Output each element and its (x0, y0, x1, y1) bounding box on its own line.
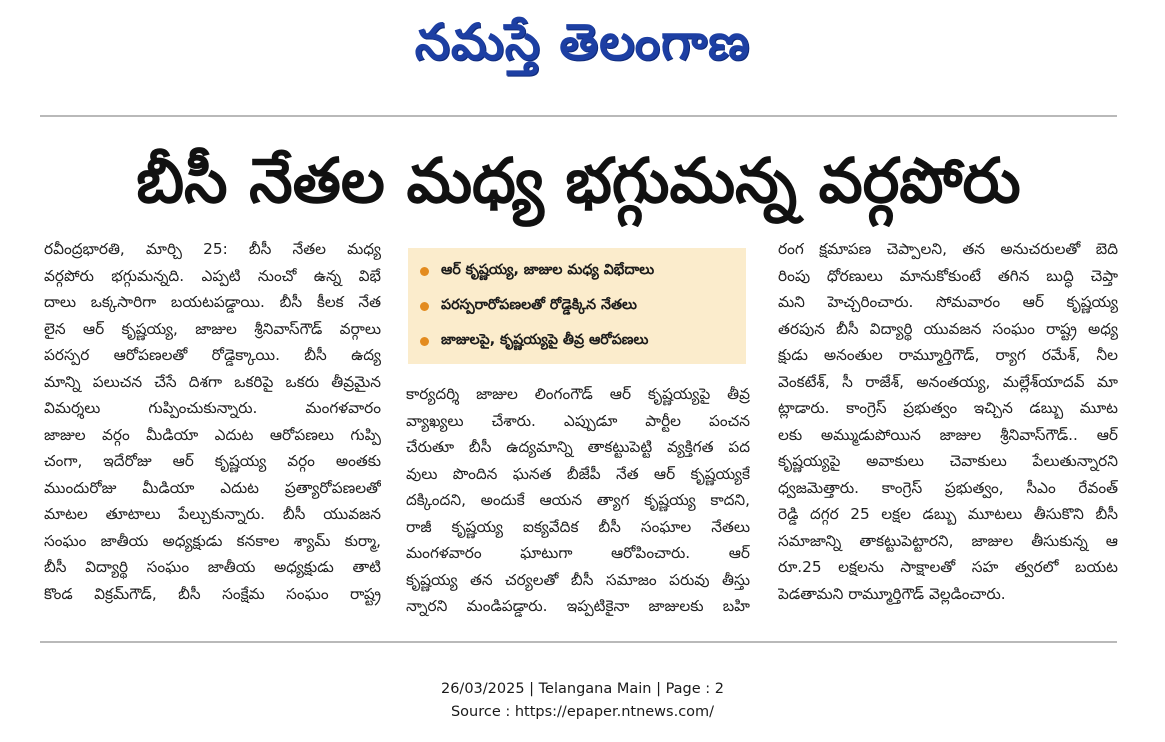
text-line: కొండ విక్రమ్‌గౌడ్, బీసీ సంక్షేమ సంఘం రాష్ట్ర (44, 584, 381, 603)
text-line: వ్యాఖ్యలు చేశారు. ఎప్పుడూ పార్టీల పంచన (406, 411, 750, 430)
text-line: రంగ క్షమాపణ చెప్పాలని, తన అనుచరులతో బెది (778, 240, 1118, 258)
text-line: రింపు ధోరణులు మానుకోకుంటే తగిన బుద్ధి చెప్తా (778, 266, 1118, 285)
article-column-1 (44, 236, 381, 607)
text-line: విమర్శలు గుప్పించుకున్నారు. మంగళవారం (44, 399, 381, 417)
bullet-icon (420, 337, 429, 346)
highlight-item (408, 254, 746, 289)
highlight-item (408, 289, 746, 324)
text-line: దాలు ఒక్కసారిగా బయటపడ్డాయి. బీసీ కీలక నేత (44, 293, 381, 311)
text-line: చేరుతూ బీసీ ఉద్యమాన్ని తాకట్టుపెట్టి వ్యక్తిగత పద (406, 438, 750, 456)
text-line: కృష్ణయ్య తన చర్యలతో బీసీ సమాజం పరువు తీస్తు (406, 570, 750, 589)
highlights-box (408, 248, 746, 364)
text-line: సంఘం జాతీయ అధ్యక్షుడు కనకాల శ్యామ్ కుర్మా, (44, 531, 381, 550)
text-line: మాటల తూటాలు పేల్చుకున్నారు. బీసీ యువజన (44, 505, 381, 523)
text-line: దక్కిందని, అందుకే ఆయన త్యాగ కృష్ణయ్య కాదని, (406, 491, 750, 509)
text-line: మాన్ని పలుచన చేసే దిశగా ఒకరిపై ఒకరు తీవ్రమైన (44, 372, 381, 391)
text-line: కృష్ణయ్యపై అవాకులు చెవాకులు పేలుతున్నారని (778, 452, 1118, 470)
text-line: వెంకటేశ్, సీ రాజేశ్, అనంతయ్య, మల్లేశ్‌యాదవ్ మా (778, 372, 1118, 391)
text-line: క్షుడు అనంతుల రామ్మూర్తిగౌడ్, ర్యాగ రమేశ్, నీల (778, 346, 1118, 364)
text-line: చంగా, ఇదేరోజు ఆర్ కృష్ణయ్య వర్గం అంతకు (44, 452, 381, 470)
text-line: వర్గపోరు భగ్గుమన్నది. ఎప్పటి నుంచో ఉన్న విభే (44, 266, 381, 285)
source-link[interactable]: Source : https://epaper.ntnews.com/ (450, 704, 715, 720)
text-line: రెడ్డి దగ్గర 25 లక్షల డబ్బు మూటలు తీసుకొని బీసీ (778, 505, 1118, 523)
top-divider (40, 115, 1117, 117)
text-line: ముందురోజు మీడియా ఎదుట ప్రత్యారోపణలతో (44, 478, 381, 497)
highlight-text: పరస్పరారోపణలతో రోడ్డెక్కిన నేతలు (441, 297, 637, 313)
text-line: లైన ఆర్ కృష్ణయ్య, జాజుల శ్రీనివాస్‌గౌడ్ వర్గాలు (44, 319, 381, 338)
bullet-icon (420, 302, 429, 311)
text-line: జాజుల వర్గం మీడియా ఎదుట ఆరోపణలు గుప్పి (44, 425, 381, 444)
text-line: రాజీ కృష్ణయ్య ఐక్యవేదిక బీసీ సంఘాల నేతలు (406, 517, 750, 536)
text-line: పెడతామని రామ్మూర్తిగౌడ్ వెల్లడించారు. (778, 584, 1006, 603)
edition-info: 26/03/2025 | Telangana Main | Page : 2 (440, 681, 725, 697)
text-line: రూ.25 లక్షలను సాక్షాలతో సహ త్వరలో బయట (778, 558, 1118, 576)
article-column-3 (778, 236, 1118, 607)
text-line: వులు పొందిన ఘనత బీజేపీ నేత ఆర్ కృష్ణయ్యకే (406, 464, 750, 483)
text-line: మని హెచ్చరించారు. సోమవారం ఆర్ కృష్ణయ్య (778, 293, 1118, 311)
bullet-icon (420, 267, 429, 276)
text-line: రవీంద్రభారతి, మార్చి 25: బీసీ నేతల మధ్య (44, 240, 381, 258)
text-line: సమాజాన్ని తాకట్టుపెట్టారని, జాజుల తీసుకున్న ఆ (778, 531, 1118, 550)
text-line: బీసీ విద్యార్థి సంఘం జాతీయ అధ్యక్షుడు తాటి (44, 558, 381, 576)
text-line: మంగళవారం ఘాటుగా ఆరోపించారు. ఆర్ (406, 544, 750, 562)
text-line: ధ్వజమెత్తారు. కాంగ్రెస్ ప్రభుత్వం, సీఎం రేవంత్ (778, 478, 1118, 497)
masthead-logo: నమస్తే తెలంగాణ (414, 13, 751, 71)
text-line: పరస్పర ఆరోపణలతో రోడ్డెక్కాయి. బీసీ ఉద్య (44, 346, 381, 364)
article-headline: బీసీ నేతల మధ్య భగ్గుమన్న వర్గపోరు (136, 144, 1021, 217)
article-column-2 (406, 381, 750, 620)
text-line: న్నారని మండిపడ్డారు. ఇప్పటికైనా జాజులకు బహి (406, 597, 750, 615)
text-line: లకు అమ్ముడుపోయిన జాజుల శ్రీనివాస్‌గౌడ్.. ఆర్ (778, 425, 1118, 444)
text-line: తరపున బీసీ విద్యార్థి యువజన సంఘం రాష్ట్ర అధ్య (778, 319, 1118, 338)
text-line: ట్లాడారు. కాంగ్రెస్ ప్రభుత్వం ఇచ్చిన డబ్బు మూట (778, 399, 1118, 417)
highlight-text: ఆర్ కృష్ణయ్య, జాజుల మధ్య విభేదాలు (441, 262, 655, 278)
highlight-text: జాజులపై, కృష్ణయ్యపై తీవ్ర ఆరోపణలు (441, 332, 649, 348)
text-line: కార్యదర్శి జాజుల లింగంగౌడ్ ఆర్ కృష్ణయ్యపై తీవ్ర (406, 385, 750, 403)
bottom-divider (40, 641, 1117, 643)
highlight-item (408, 324, 746, 359)
